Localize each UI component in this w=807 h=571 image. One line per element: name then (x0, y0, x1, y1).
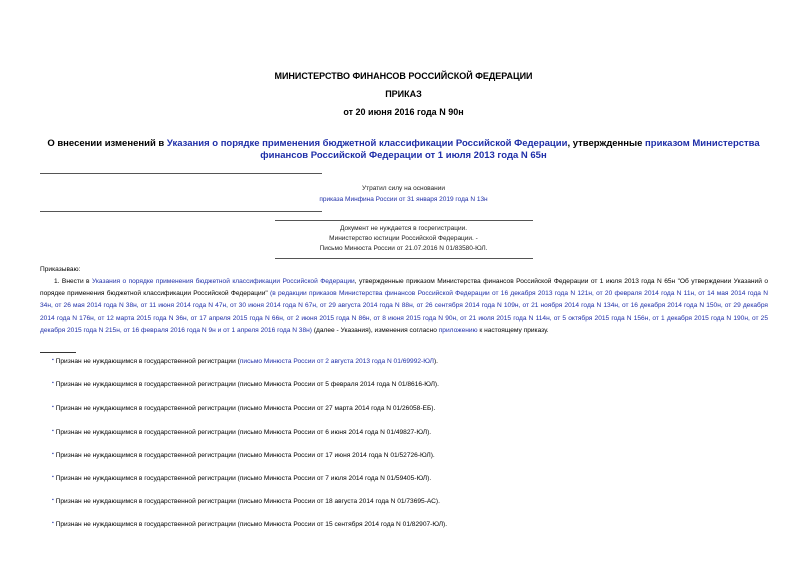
status-link[interactable]: приказа Минфина России от 31 января 2019 года N 13н (319, 196, 488, 203)
footnote-mark-icon: ▪ (52, 520, 54, 526)
footnote-1-text: Признан не нуждающимся в государственной регистрации ( (55, 358, 240, 365)
footnote-6-text: Признан не нуждающимся в государственной регистрации (письмо Минюста России от 7 июля 2014 года N 01/59405-ЮЛ). (55, 475, 432, 482)
registration-line-3: Письмо Минюста России от 21.07.2016 N 01/83580-ЮЛ. (319, 245, 488, 252)
title-link-instructions[interactable]: Указания о порядке применения бюджетной классификации Российской Федерации (166, 138, 568, 149)
footnote-mark-icon: ▪ (52, 380, 54, 386)
footnote-8-text: Признан не нуждающимся в государственной регистрации (письмо Минюста России от 15 сентября 2014 года N 01/82907-ЮЛ). (55, 521, 448, 528)
item1-end-2: к настоящему приказу. (477, 326, 549, 334)
footnote-3-text: Признан не нуждающимся в государственной регистрации (письмо Минюста России от 27 марта 2014 года N 01/26058-ЕБ). (55, 405, 436, 412)
footnote-1-link[interactable]: письмо Минюста России от 2 августа 2013 года N 01/69992-ЮЛ (239, 358, 434, 365)
footnote-5 (52, 451, 435, 459)
footnote-mark-icon: ▪ (52, 404, 54, 410)
footnote-2 (52, 380, 439, 388)
footnote-1 (52, 357, 438, 365)
item1-link-instructions[interactable]: Указания о порядке применения бюджетной классификации Российской Федерации (91, 278, 355, 285)
footnote-7-text: Признан не нуждающимся в государственной регистрации (письмо Минюста России от 18 августа 2014 года N 01/73695-АС). (55, 498, 440, 505)
divider-status (40, 211, 322, 212)
divider-reg-bottom (275, 258, 533, 259)
footnote-mark-icon: ▪ (52, 497, 54, 503)
doc-type-heading: ПРИКАЗ (385, 89, 422, 99)
footnote-3 (52, 404, 435, 412)
divider-top (40, 173, 322, 174)
footnote-4 (52, 428, 431, 436)
document-title (40, 138, 767, 162)
title-prefix: О внесении изменений в (47, 138, 167, 149)
footnote-mark-icon: ▪ (52, 428, 54, 434)
item1-amendments[interactable]: (в редакции приказов Министерства финансов Российской Федерации от 16 декабря 2013 года N 121н, от 20 февраля 2014 года N 11н, от 14 мая 2014 года N 34н, от 26 мая 2014 года N 38н, от 11 июня 2014 года N 47н, от 30 июня 2014 года N 67н, от 29 августа 2014 года N 88н, от 26 сентября 2014 года N 109н, от 21 ноября 2014 года N 134н, от 16 декабря 2014 года N 150н, от 29 декабря 2014 года N 176н, от 12 марта 2015 года N 36н, от 17 апреля 2015 года N 66н, от 2 июня 2015 года N 86н, от 8 июня 2015 года N 90н, от 21 июля 2015 года N 114н, от 5 октября 2015 года N 156н, от 1 декабря 2015 года N 190н, от 25 декабря 2015 года N 215н, от 16 февраля 2016 года N 9н и от 1 апреля 2016 года N 38н) (40, 290, 769, 334)
registration-line-2: Министерство юстиции Российской Федерации. - (329, 235, 478, 242)
registration-line-1: Документ не нуждается в госрегистрации. (339, 225, 468, 232)
footnote-4-text: Признан не нуждающимся в государственной регистрации (письмо Минюста России от 6 июня 2014 года N 01/49827-ЮЛ). (55, 429, 432, 436)
ministry-heading: МИНИСТЕРСТВО ФИНАНСОВ РОССИЙСКОЙ ФЕДЕРАЦИИ (274, 71, 533, 81)
footnote-8 (52, 520, 447, 528)
doc-date-number: от 20 июня 2016 года N 90н (343, 107, 464, 117)
footnote-5-text: Признан не нуждающимся в государственной регистрации (письмо Минюста России от 17 июня 2014 года N 01/52726-ЮЛ). (55, 452, 435, 459)
footnote-divider (40, 352, 76, 353)
order-word: Приказываю: (40, 266, 81, 273)
status-line: Утратил силу на основании (361, 185, 446, 192)
footnote-7 (52, 497, 440, 505)
item1-start: 1. Внести в (54, 278, 92, 285)
footnote-6 (52, 474, 431, 482)
order-item-1 (40, 276, 768, 337)
footnote-mark-icon: ▪ (52, 357, 54, 363)
item1-end-1: (далее - Указания), изменения согласно (311, 326, 439, 334)
title-middle: , утвержденные (567, 138, 646, 149)
item1-link-appendix[interactable]: приложению (438, 326, 478, 334)
footnote-mark-icon: ▪ (52, 451, 54, 457)
item1-mid: , утвержденные приказом Министерства финансов Российской Федерации от 1 июля 2013 года N 65н "Об утверждении Указаний о порядке применения бюджетной классификации Российской Федерации" (40, 278, 768, 298)
divider-reg-top (275, 220, 533, 221)
footnote-2-text: Признан не нуждающимся в государственной регистрации (письмо Минюста России от 5 февраля 2014 года N 01/8616-ЮЛ). (55, 381, 439, 388)
footnote-1-end: ). (433, 358, 438, 365)
footnote-mark-icon: ▪ (52, 474, 54, 480)
title-link-order[interactable]: приказом Министерства финансов Российской Федерации от 1 июля 2013 года N 65н (260, 138, 760, 161)
